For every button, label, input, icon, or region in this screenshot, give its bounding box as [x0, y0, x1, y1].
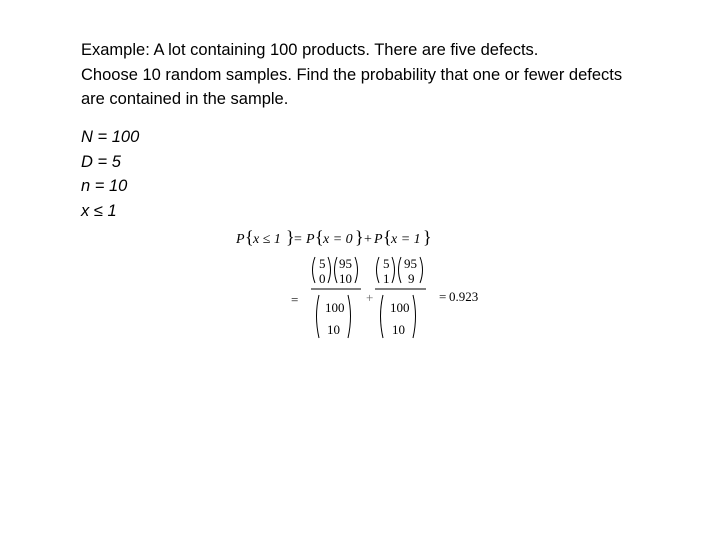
parameter-defects: D = 5: [81, 152, 121, 171]
left-brace: {: [245, 227, 254, 247]
binomial-top: 95: [404, 256, 417, 271]
binomial-bottom: 1: [383, 271, 390, 286]
formula-term1-condition: x = 0: [323, 232, 353, 247]
formula-line2-equals-result: =: [439, 289, 447, 304]
binomial-top: 100: [325, 300, 345, 315]
left-brace: {: [315, 227, 324, 247]
problem-line-1: Example: A lot containing 100 products. There are five defects.: [81, 41, 539, 59]
binomial-bottom: 0: [319, 271, 326, 286]
paren-right: [328, 257, 331, 283]
paren-left: [313, 257, 316, 283]
parameter-condition: x ≤ 1: [81, 201, 117, 220]
parameter-lot-size: N = 100: [81, 128, 140, 146]
formula-term2-condition: x = 1: [391, 232, 421, 247]
formula-plus: +: [364, 232, 372, 247]
binomial-top: 5: [383, 256, 390, 271]
binomial-top: 5: [319, 256, 326, 271]
fraction-term-2: [375, 256, 426, 338]
paren-right: [420, 257, 423, 283]
formula-term2-p: P: [374, 232, 383, 247]
paren-left: [399, 257, 402, 283]
left-brace: {: [383, 227, 392, 247]
paren-left: [377, 257, 380, 283]
formula-line2-equals: =: [291, 292, 299, 307]
paren-left: [381, 295, 384, 338]
formula-line2-plus: +: [366, 290, 374, 305]
formula-result: 0.923: [449, 289, 479, 304]
paren-right: [355, 257, 358, 283]
fraction-term-1: [311, 256, 361, 338]
binomial-top: 100: [390, 300, 410, 315]
formula-term1-p: P: [306, 232, 315, 247]
problem-line-3: are contained in the sample.: [81, 90, 289, 108]
right-brace: }: [423, 227, 432, 247]
binomial-bottom: 10: [392, 322, 405, 337]
paren-left: [317, 295, 320, 338]
right-brace: }: [286, 227, 295, 247]
formula-equals: =: [294, 232, 302, 247]
formula-line-2: [291, 256, 478, 338]
binomial-bottom: 10: [339, 271, 352, 286]
hypergeometric-formula: [236, 226, 496, 346]
formula-lhs-condition: x ≤ 1: [253, 232, 281, 247]
formula-lhs-p: P: [236, 232, 245, 247]
paren-right: [392, 257, 395, 283]
binomial-bottom: 10: [327, 322, 340, 337]
right-brace: }: [355, 227, 364, 247]
problem-statement: [81, 38, 701, 112]
paren-right: [413, 295, 416, 338]
binomial-bottom: 9: [408, 271, 415, 286]
parameter-sample-size: n = 10: [81, 177, 128, 195]
problem-line-2: Choose 10 random samples. Find the probability that one or fewer defects: [81, 65, 623, 84]
paren-left: [335, 257, 338, 283]
formula-line-1: [236, 227, 432, 247]
binomial-top: 95: [339, 256, 352, 271]
parameter-list: [81, 125, 139, 223]
paren-right: [348, 295, 351, 338]
